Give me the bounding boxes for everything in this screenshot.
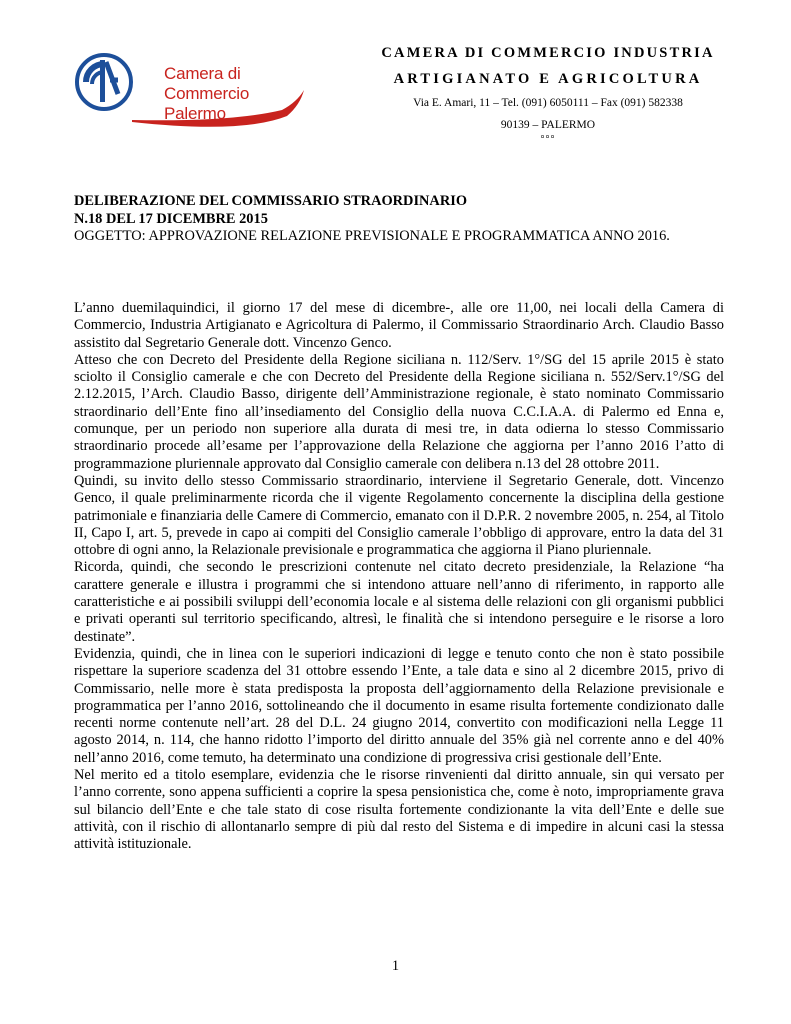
paragraph: Atteso che con Decreto del Presidente della Regione siciliana n. 112/Serv. 1°/SG del 15 aprile 2015 è stato sciolto il Consiglio camerale e che con Decreto del Presidente della Regione siciliana n. 552/Serv.1°/SG del 2.12.2015, l’Arch. Claudio Basso, dirigente dell’Amministrazione regionale, è stato nominato Commissario straordinario dell’Ente fino all’insediamento del Consiglio della nuova C.C.I.A.A. di Palermo ed Enna e, comunque, per un periodo non superiore alla durata di mesi tre, in data odierna lo stesso Commissario straordinario procede all’esame per l’approvazione della Relazione che aggiorna per l’anno 2016 l’atto di programmazione pluriennale approvato dal Consiglio camerale con delibera n.13 del 28 ottobre 2011. [74,351,724,472]
paragraph: Quindi, su invito dello stesso Commissario straordinario, interviene il Segretario Generale, dott. Vincenzo Genco, il quale preliminarmente ricorda che il vigente Regolamento concernente la disciplina della gestione patrimoniale e finanziaria delle Camere di Commercio, emanato con il D.P.R. 2 novembre 2005, n. 254, al Titolo II, Capo I, art. 5, prevede in capo ai compiti del Consiglio camerale l’obbligo di approvare, entro la data del 31 ottobre di ogni anno, la Relazionale previsionale e programmatica che aggiorna il Piano pluriennale. [74,472,724,559]
chamber-logo [72,50,312,130]
title-line2: N.18 DEL 17 DICEMBRE 2015 [74,210,268,227]
page-number: 1 [391,958,400,974]
paragraph: Ricorda, quindi, che secondo le prescrizioni contenute nel citato decreto presidenziale, la Relazione “ha carattere generale e illustra i programmi che si intendono attuare nell’anno di riferimento, in rapporto alle caratteristiche e ai possibili sviluppi dell’economia locale e al sistema delle relazioni con gli organismi pubblici e privati operanti sul territorio specificando, altresì, le finalità che si intendono perseguire e le risorse a loro destinate”. [74,559,724,645]
logo-text [164,64,312,124]
paragraph: Evidenzia, quindi, che in linea con le superiori indicazioni di legge e tenuto conto che non è stato possibile rispettare la superiore scadenza del 31 ottobre essendo l’Ente, a tale data e sino al 2 dicembre 2015, privo di Commissario, nelle more è stata predisposta la proposta dell’aggiornamento della Relazione previsionale e programmatica per l’anno 2016, sottolineando che il documento in esame risulta fortemente condizionato dalle recenti norme contenute nell’art. 28 del D.L. 24 giugno 2014, convertito con modificazioni nella Legge 11 agosto 2014, n. 114, che hanno ridotto l’importo del diritto annuale del 35% già nel corrente anno e del 40% nell’anno 2016, come temuto, ha determinato una condizione di progressiva crisi gestionale dell’Ente. [74,645,724,766]
title-line1: DELIBERAZIONE DEL COMMISSARIO STRAORDINARIO [74,193,468,209]
header-line1: CAMERA DI COMMERCIO INDUSTRIA [381,45,715,61]
title-subject: OGGETTO: APPROVAZIONE RELAZIONE PREVISIONALE E PROGRAMMATICA ANNO 2016. [74,228,670,244]
letterhead [358,44,738,146]
paragraph: Nel merito ed a titolo esemplare, evidenzia che le risorse rinvenienti dal diritto annuale, sin qui versato per l’anno corrente, sono appena sufficienti a coprire la spesa pensionistica che, come è noto, impropriamente grava sul bilancio dell’Ente e che tale stato di cose risulta fortemente condizionante la vita dell’Ente e delle sue attività, con il rischio di allontanarlo sempre di più dal resto del Sistema e di impedire in alcuni casi la stessa attività istituzionale. [74,767,724,853]
header-city: 90139 – PALERMO [500,119,596,131]
header-ornament: °°° [540,134,556,145]
logo-line2: Palermo [164,104,226,123]
paragraph: L’anno duemilaquindici, il giorno 17 del mese di dicembre-, alle ore 11,00, nei locali della Camera di Commercio, Industria Artigianato e Agricoltura di Palermo, il Commissario Straordinario Arch. Claudio Basso assistito dal Segretario Generale dott. Vincenzo Genco. [74,300,724,351]
header-line2: ARTIGIANATO E AGRICOLTURA [393,71,703,87]
deliberation-title [74,193,724,246]
logo-line1: Camera di Commercio [164,64,250,103]
header-address: Via E. Amari, 11 – Tel. (091) 6050111 – Fax (091) 582338 [413,97,683,109]
document-body [74,300,724,854]
